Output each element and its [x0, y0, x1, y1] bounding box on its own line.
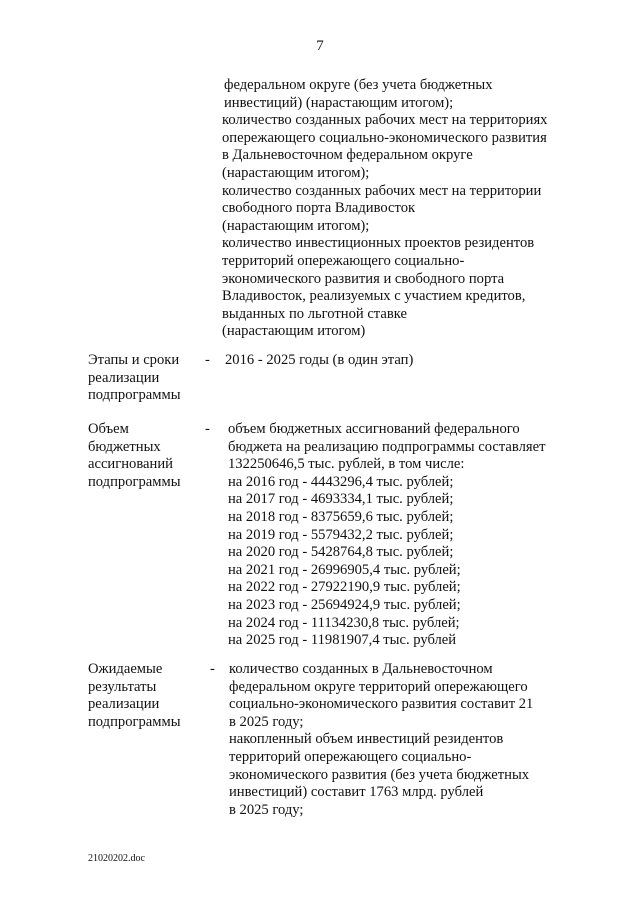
- text-line: на 2021 год - 26996905,4 тыс. рублей;: [228, 561, 461, 578]
- text-line: в 2025 году;: [229, 801, 304, 818]
- text-line: (нарастающим итогом);: [222, 217, 370, 234]
- label-line: ассигнований: [88, 456, 173, 473]
- label-line: реализации: [88, 369, 160, 386]
- label-line: бюджетных: [88, 438, 161, 455]
- text-line: 2016 - 2025 годы (в один этап): [225, 352, 414, 368]
- text-line: инвестиций) (нарастающим итогом);: [224, 94, 454, 111]
- page-number: 7: [316, 38, 324, 54]
- label-line: Ожидаемые: [88, 661, 163, 677]
- text-line: федеральном округе территорий опережающего: [229, 678, 528, 695]
- text-line: федеральном округе (без учета бюджетных: [224, 77, 493, 93]
- text-line: на 2020 год - 5428764,8 тыс. рублей;: [228, 544, 454, 561]
- text-line: в 2025 году;: [229, 713, 304, 730]
- text-line: экономического развития и свободного порта: [222, 270, 505, 287]
- text-line: на 2025 год - 11981907,4 тыс. рублей: [228, 632, 457, 649]
- text-line: количество созданных в Дальневосточном: [229, 661, 493, 677]
- text-line: свободного порта Владивосток: [222, 200, 416, 217]
- text-line: на 2024 год - 11134230,8 тыс. рублей;: [228, 614, 460, 631]
- label-line: реализации: [88, 696, 160, 713]
- text-line: на 2016 год - 4443296,4 тыс. рублей;: [228, 473, 454, 490]
- section-label-results: [88, 661, 208, 731]
- label-line: Этапы и сроки: [88, 352, 180, 368]
- text-line: на 2017 год - 4693334,1 тыс. рублей;: [228, 491, 454, 508]
- label-line: подпрограммы: [88, 473, 181, 490]
- text-line: 132250646,5 тыс. рублей, в том числе:: [228, 456, 465, 473]
- text-line: накопленный объем инвестиций резидентов: [229, 731, 504, 748]
- text-line: объем бюджетных ассигнований федерального: [228, 421, 520, 437]
- text-line: (нарастающим итогом);: [222, 164, 370, 181]
- text-line: количество созданных рабочих мест на территории: [222, 182, 542, 199]
- text-line: бюджета на реализацию подпрограммы составляет: [228, 438, 546, 455]
- text-line: количество инвестиционных проектов резидентов: [222, 235, 535, 252]
- text-line: опережающего социально-экономического развития: [222, 129, 547, 146]
- text-line: (нарастающим итогом): [222, 323, 366, 340]
- dash-separator: -: [205, 352, 210, 368]
- text-line: на 2019 год - 5579432,2 тыс. рублей;: [228, 526, 454, 543]
- document-filename: 21020202.doc: [88, 853, 145, 864]
- text-line: в Дальневосточном федеральном округе: [222, 147, 473, 164]
- continuation-text: [222, 77, 547, 341]
- text-line: Владивосток, реализуемых с участием кредитов,: [222, 288, 526, 305]
- section-label-stages: [88, 352, 208, 405]
- text-line: экономического развития (без учета бюджетных: [229, 766, 530, 783]
- text-line: на 2022 год - 27922190,9 тыс. рублей;: [228, 579, 461, 596]
- label-line: подпрограммы: [88, 713, 181, 730]
- text-line: на 2018 год - 8375659,6 тыс. рублей;: [228, 508, 454, 525]
- label-line: подпрограммы: [88, 387, 181, 404]
- label-line: результаты: [88, 678, 157, 695]
- text-line: инвестиций) составит 1763 млрд. рублей: [229, 784, 484, 801]
- text-line: территорий опережающего социально-: [222, 252, 465, 269]
- text-line: количество созданных рабочих мест на территориях: [222, 112, 548, 129]
- text-line: социально-экономического развития составит 21: [229, 696, 534, 713]
- dash-separator: -: [210, 661, 215, 677]
- label-line: Объем: [88, 421, 129, 437]
- text-line: территорий опережающего социально-: [229, 748, 472, 765]
- text-line: на 2023 год - 25694924,9 тыс. рублей;: [228, 596, 461, 613]
- section-value-budget: [228, 421, 545, 650]
- section-value-stages: [225, 352, 413, 370]
- text-line: выданных по льготной ставке: [222, 305, 407, 322]
- dash-separator: -: [205, 421, 210, 437]
- section-label-budget: [88, 421, 208, 491]
- section-value-results: [229, 661, 533, 819]
